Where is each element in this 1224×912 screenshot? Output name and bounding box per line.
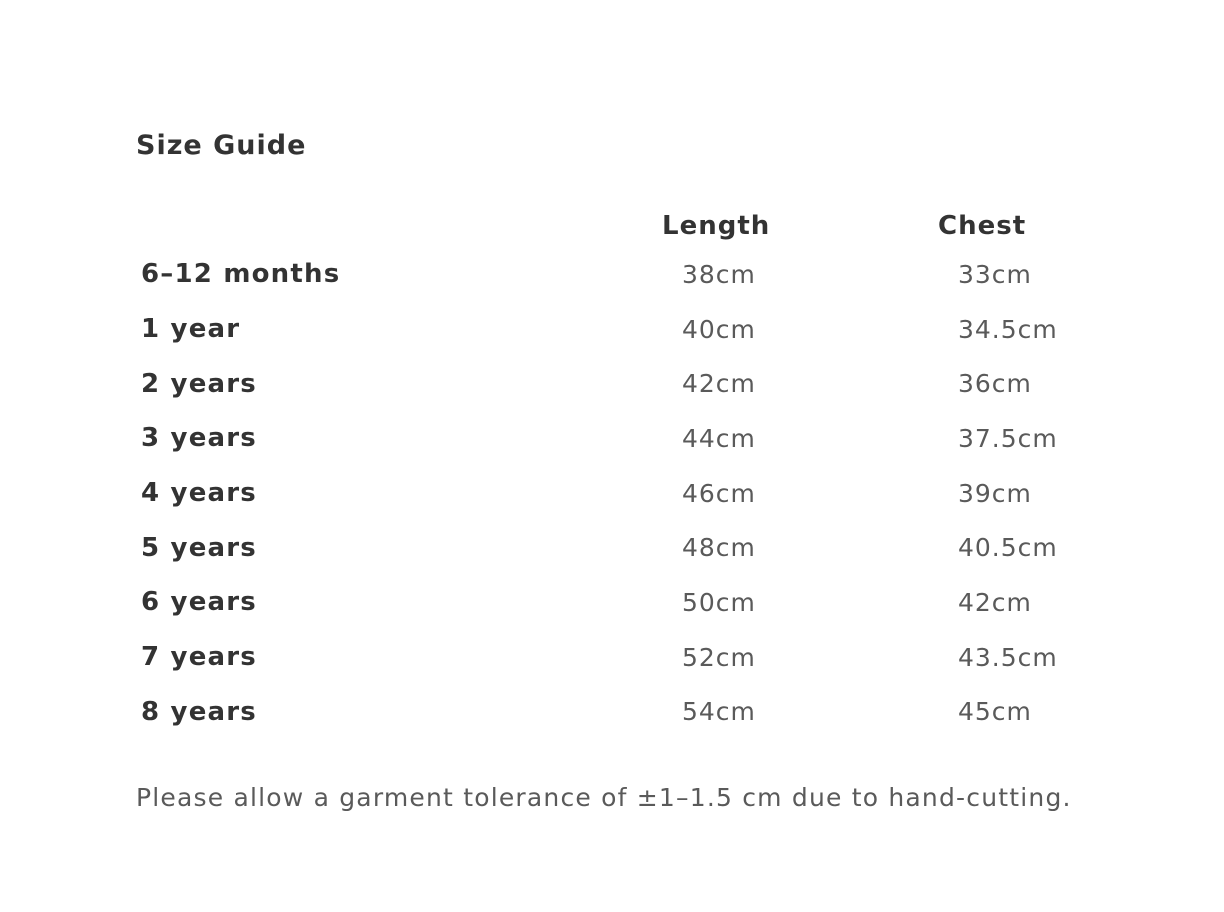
chest-cell: 36cm (958, 369, 1032, 399)
header-length-label: Length (662, 211, 771, 241)
header-length (662, 205, 938, 247)
size-cell: 2 years (141, 368, 257, 399)
table-row (136, 630, 1138, 685)
table-header-row (136, 205, 1138, 247)
tolerance-note: Please allow a garment tolerance of ±1–1.5 cm due to hand-cutting. (136, 783, 1072, 812)
length-cell: 38cm (682, 259, 756, 289)
length-cell: 48cm (682, 533, 756, 563)
header-size (136, 205, 662, 247)
chest-cell: 39cm (958, 478, 1032, 508)
table-row (136, 466, 1138, 521)
size-table (136, 205, 1138, 739)
size-cell: 6 years (141, 587, 257, 618)
size-cell: 7 years (141, 642, 257, 673)
size-cell: 3 years (141, 423, 257, 454)
header-chest-label: Chest (938, 211, 1027, 241)
chest-cell: 42cm (958, 587, 1032, 617)
table-row (136, 356, 1138, 411)
size-cell: 4 years (141, 478, 257, 509)
header-chest (938, 205, 1138, 247)
size-cell: 6–12 months (141, 259, 341, 290)
table-row (136, 520, 1138, 575)
length-cell: 54cm (682, 697, 756, 727)
table-row (136, 411, 1138, 466)
table-row (136, 247, 1138, 302)
chest-cell: 34.5cm (958, 314, 1058, 344)
table-row (136, 302, 1138, 357)
chest-cell: 37.5cm (958, 423, 1058, 453)
size-cell: 8 years (141, 696, 257, 727)
size-cell: 1 year (141, 314, 241, 345)
size-cell: 5 years (141, 532, 257, 563)
page-title: Size Guide (136, 130, 307, 161)
length-cell: 44cm (682, 423, 756, 453)
chest-cell: 33cm (958, 259, 1032, 289)
length-cell: 42cm (682, 369, 756, 399)
table-row (136, 685, 1138, 740)
length-cell: 52cm (682, 642, 756, 672)
chest-cell: 45cm (958, 697, 1032, 727)
length-cell: 46cm (682, 478, 756, 508)
table-row (136, 575, 1138, 630)
chest-cell: 40.5cm (958, 533, 1058, 563)
length-cell: 50cm (682, 587, 756, 617)
length-cell: 40cm (682, 314, 756, 344)
chest-cell: 43.5cm (958, 642, 1058, 672)
